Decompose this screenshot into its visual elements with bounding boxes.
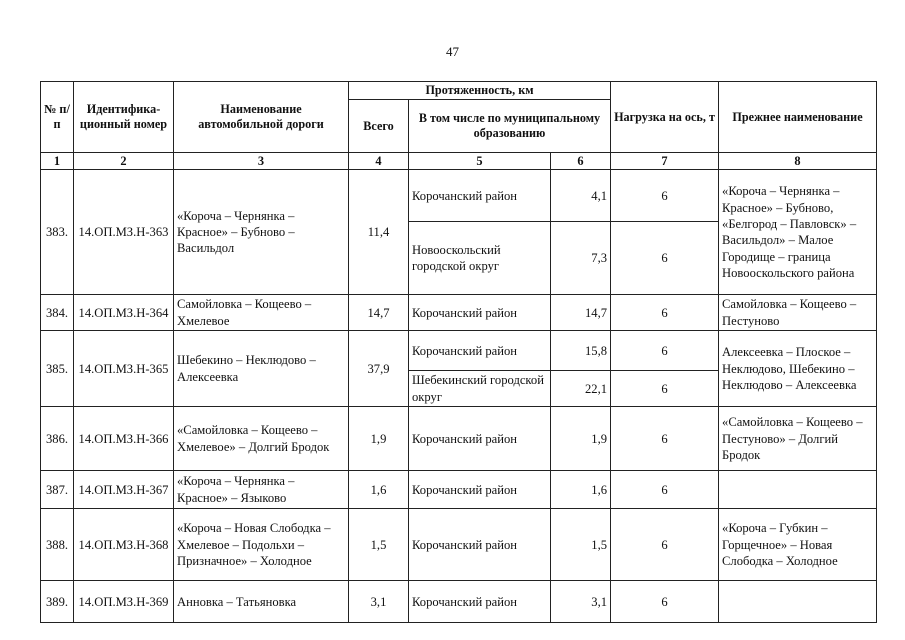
- length-total: 1,9: [349, 407, 409, 471]
- axle-load: 6: [611, 581, 719, 623]
- table-row: [41, 295, 877, 331]
- road-id: 14.ОП.МЗ.Н-369: [74, 581, 174, 623]
- road-name: «Короча – Чернянка – Красное» – Бубново – Васильдол: [174, 170, 349, 295]
- length-km: 4,1: [551, 170, 611, 222]
- col-number: 7: [611, 153, 719, 170]
- municipality: Корочанский район: [409, 331, 551, 371]
- municipality: Корочанский район: [409, 170, 551, 222]
- row-number: 383.: [41, 170, 74, 295]
- length-km: 14,7: [551, 295, 611, 331]
- length-total: 1,5: [349, 509, 409, 581]
- length-km: 1,6: [551, 471, 611, 509]
- municipality: Корочанский район: [409, 295, 551, 331]
- road-id: 14.ОП.МЗ.Н-366: [74, 407, 174, 471]
- header-total: Всего: [349, 100, 409, 153]
- length-km: 22,1: [551, 371, 611, 407]
- table-body: [41, 170, 877, 623]
- length-km: 3,1: [551, 581, 611, 623]
- col-number: 1: [41, 153, 74, 170]
- header-load: Нагрузка на ось, т: [611, 82, 719, 153]
- axle-load: 6: [611, 471, 719, 509]
- axle-load: 6: [611, 222, 719, 295]
- previous-name: [719, 581, 877, 623]
- road-id: 14.ОП.МЗ.Н-367: [74, 471, 174, 509]
- col-number: 4: [349, 153, 409, 170]
- road-id: 14.ОП.МЗ.Н-365: [74, 331, 174, 407]
- table-row: [41, 331, 877, 371]
- col-number: 5: [409, 153, 551, 170]
- col-number: 2: [74, 153, 174, 170]
- table-header: [41, 82, 877, 170]
- table-row: [41, 581, 877, 623]
- row-number: 386.: [41, 407, 74, 471]
- municipality: Корочанский район: [409, 581, 551, 623]
- road-id: 14.ОП.МЗ.Н-364: [74, 295, 174, 331]
- row-number: 388.: [41, 509, 74, 581]
- header-length-group: Протяженность, км: [349, 82, 611, 100]
- road-id: 14.ОП.МЗ.Н-368: [74, 509, 174, 581]
- previous-name: «Короча – Чернянка – Красное» – Бубново, «Белгород – Павловск» – Васильдол» – Малое Городище – граница Новооскольского района: [719, 170, 877, 295]
- row-number: 387.: [41, 471, 74, 509]
- previous-name: «Самойловка – Кощеево – Пестуново» – Долгий Бродок: [719, 407, 877, 471]
- road-name: «Короча – Чернянка – Красное» – Языково: [174, 471, 349, 509]
- col-number: 6: [551, 153, 611, 170]
- axle-load: 6: [611, 295, 719, 331]
- length-total: 1,6: [349, 471, 409, 509]
- row-number: 385.: [41, 331, 74, 407]
- previous-name: [719, 471, 877, 509]
- table-row: [41, 407, 877, 471]
- previous-name: Алексеевка – Плоское – Неклюдово, Шебекино – Неклюдово – Алексеевка: [719, 331, 877, 407]
- axle-load: 6: [611, 371, 719, 407]
- row-number: 384.: [41, 295, 74, 331]
- header-prev-name: Прежнее наименование: [719, 82, 877, 153]
- length-total: 11,4: [349, 170, 409, 295]
- road-name: Анновка – Татьяновка: [174, 581, 349, 623]
- length-total: 37,9: [349, 331, 409, 407]
- header-num: № п/п: [41, 82, 74, 153]
- table-row: [41, 471, 877, 509]
- length-km: 1,9: [551, 407, 611, 471]
- header-incl-mo: В том числе по муниципальному образованию: [409, 100, 611, 153]
- col-number: 3: [174, 153, 349, 170]
- road-name: Самойловка – Кощеево – Хмелевое: [174, 295, 349, 331]
- length-km: 1,5: [551, 509, 611, 581]
- road-name: Шебекино – Неклюдово – Алексеевка: [174, 331, 349, 407]
- municipality: Корочанский район: [409, 471, 551, 509]
- road-name: «Короча – Новая Слободка – Хмелевое – Подольхи – Призначное» – Холодное: [174, 509, 349, 581]
- municipality: Шебекинский городской округ: [409, 371, 551, 407]
- length-km: 7,3: [551, 222, 611, 295]
- road-name: «Самойловка – Кощеево – Хмелевое» – Долгий Бродок: [174, 407, 349, 471]
- row-number: 389.: [41, 581, 74, 623]
- axle-load: 6: [611, 509, 719, 581]
- table-row: [41, 509, 877, 581]
- municipality: Корочанский район: [409, 407, 551, 471]
- page-number: 47: [446, 44, 459, 59]
- axle-load: 6: [611, 331, 719, 371]
- roads-table: [40, 81, 877, 623]
- municipality: Корочанский район: [409, 509, 551, 581]
- axle-load: 6: [611, 407, 719, 471]
- length-km: 15,8: [551, 331, 611, 371]
- municipality: Новооскольский городской округ: [409, 222, 551, 295]
- header-name: Наименование автомобильной дороги: [174, 82, 349, 153]
- length-total: 3,1: [349, 581, 409, 623]
- header-id: Идентифика-ционный номер: [74, 82, 174, 153]
- table-row: [41, 170, 877, 222]
- col-number: 8: [719, 153, 877, 170]
- axle-load: 6: [611, 170, 719, 222]
- road-id: 14.ОП.МЗ.Н-363: [74, 170, 174, 295]
- previous-name: «Короча – Губкин – Горщечное» – Новая Слободка – Холодное: [719, 509, 877, 581]
- length-total: 14,7: [349, 295, 409, 331]
- previous-name: Самойловка – Кощеево – Пестуново: [719, 295, 877, 331]
